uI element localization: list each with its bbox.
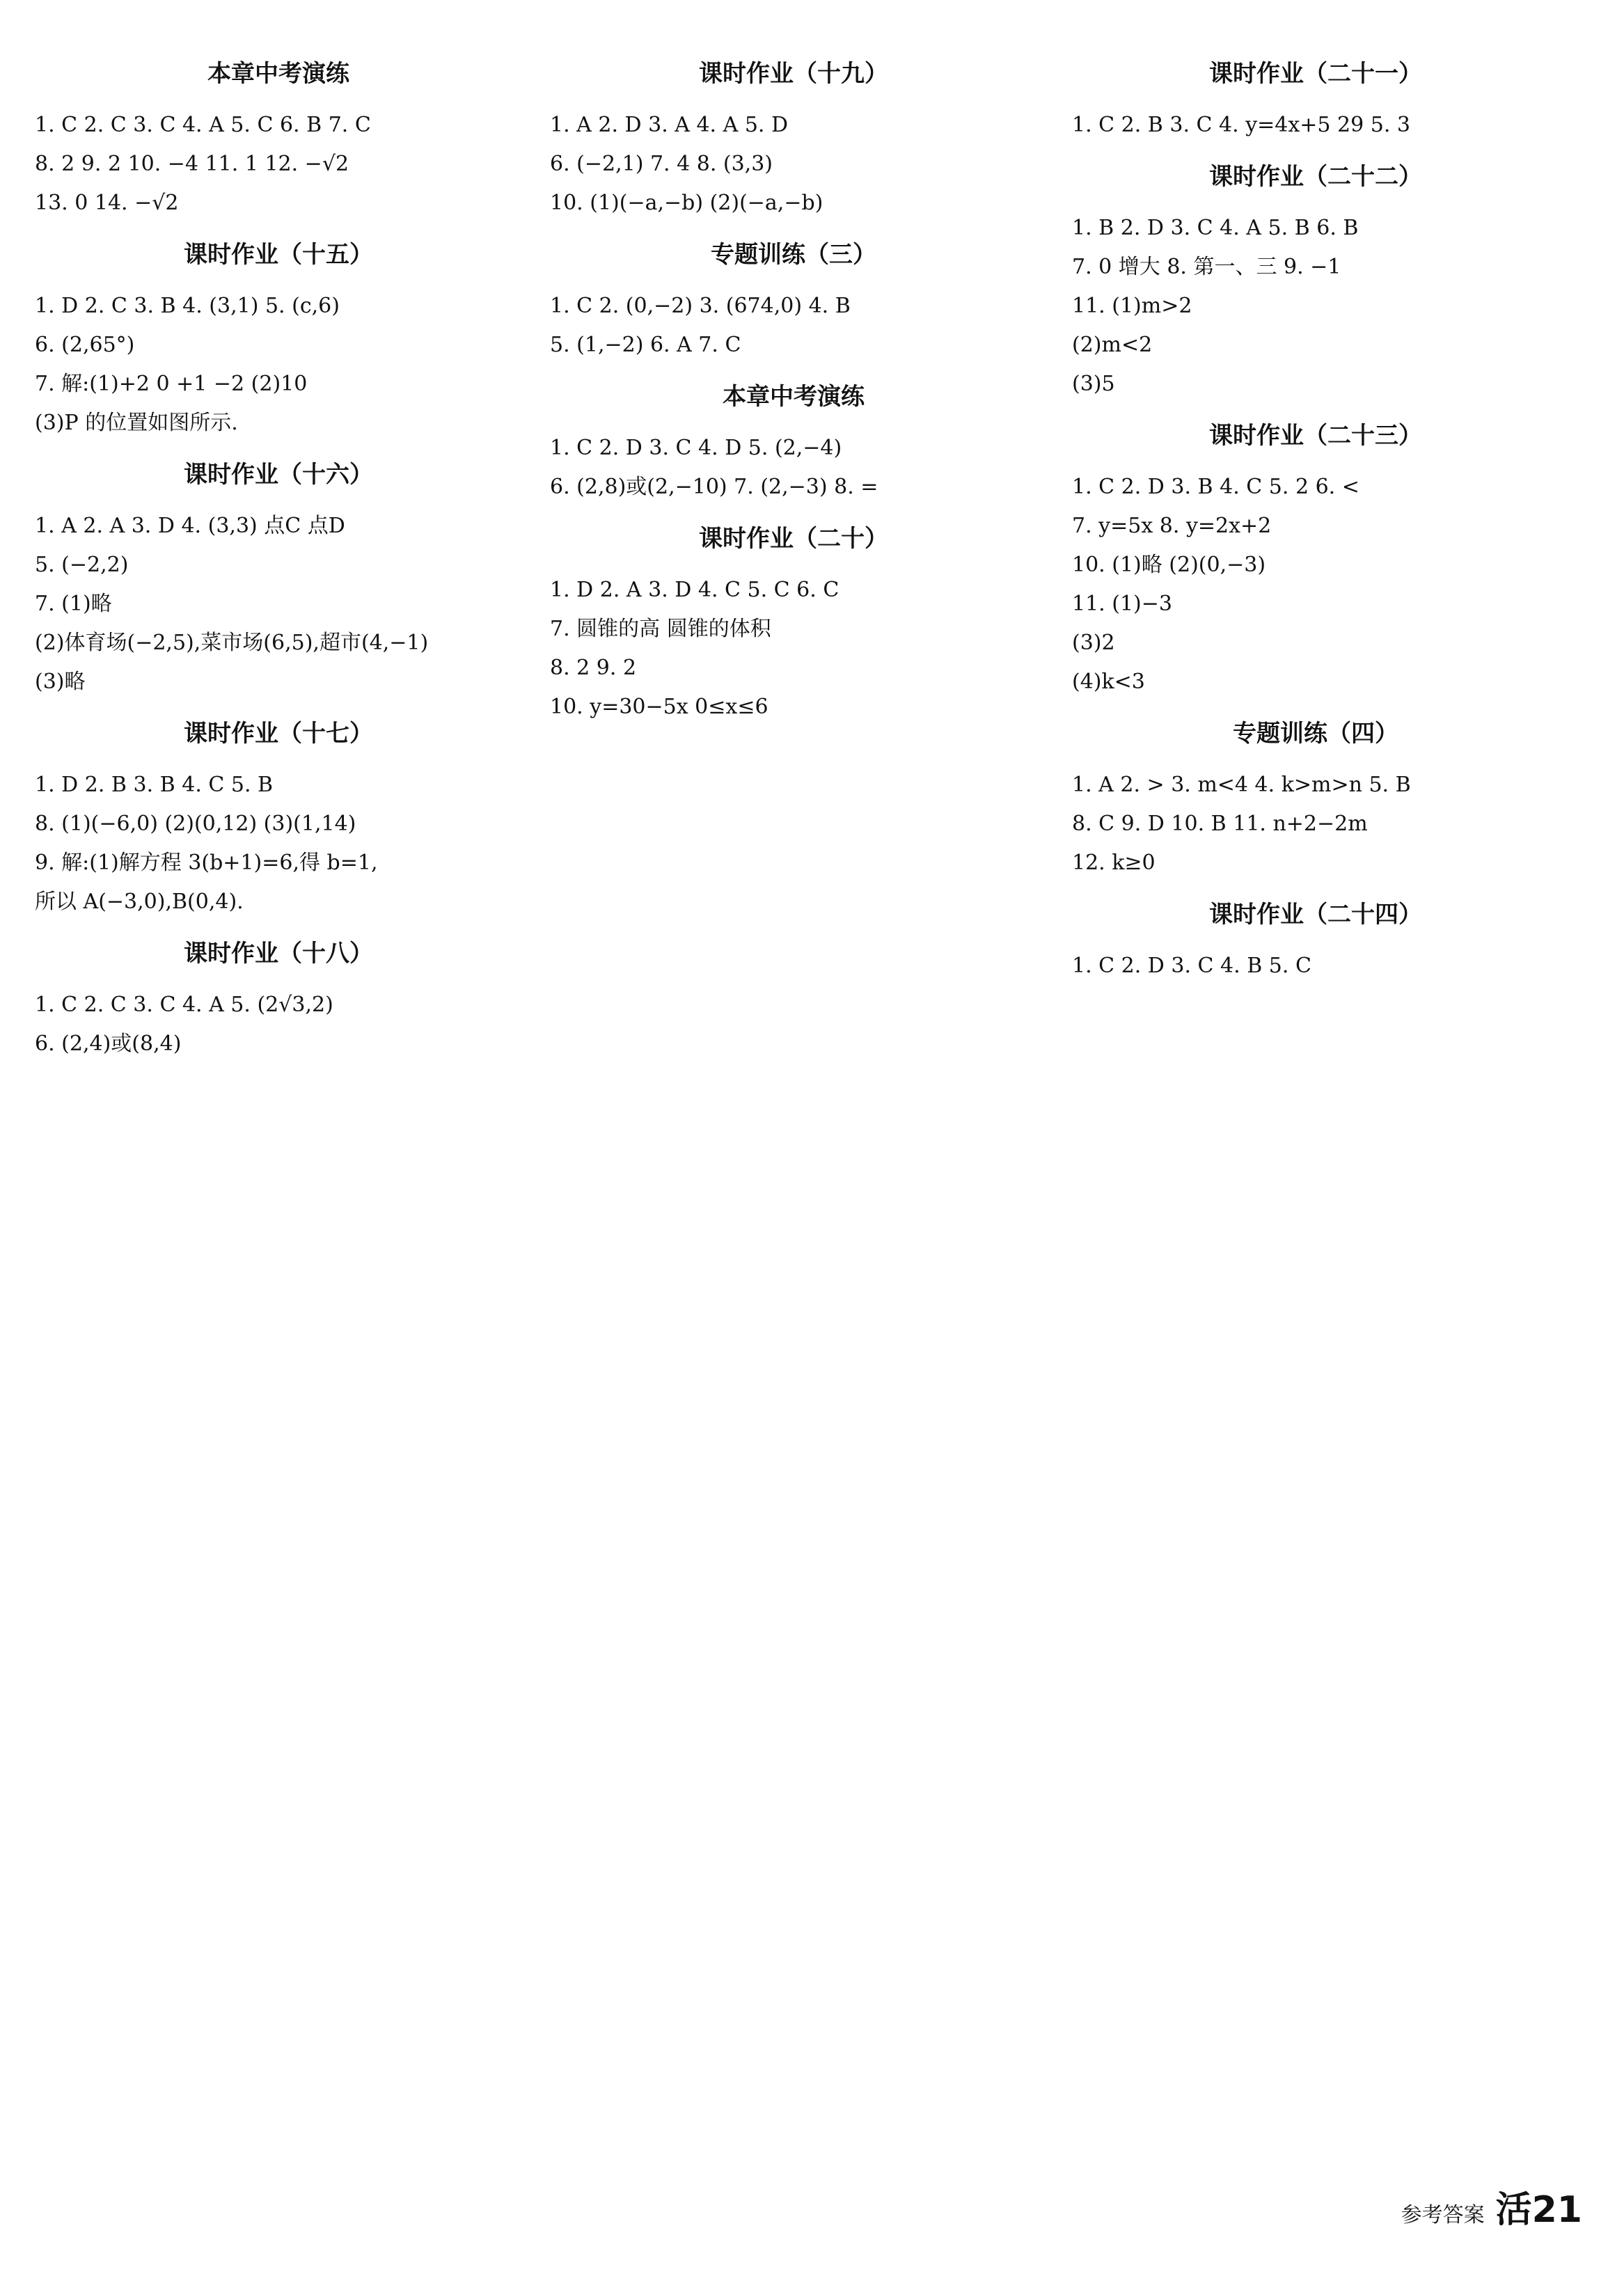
- answer-line: 1. C 2. C 3. C 4. A 5. C 6. B 7. C: [35, 113, 371, 137]
- answer-line: (3)2: [1072, 631, 1115, 655]
- answer-line: 1. D 2. A 3. D 4. C 5. C 6. C: [550, 578, 839, 602]
- answer-line: 12. k≥0: [1072, 851, 1156, 875]
- answer-line: 1. A 2. A 3. D 4. (3,3) 点C 点D: [35, 514, 345, 538]
- answer-line: 1. A 2. > 3. m<4 4. k>m>n 5. B: [1072, 773, 1411, 797]
- answer-line: 1. C 2. C 3. C 4. A 5. (2√3,2): [35, 993, 333, 1017]
- answer-line: 9. 解:(1)解方程 3(b+1)=6,得 b=1,: [35, 851, 378, 875]
- answer-line: 1. D 2. B 3. B 4. C 5. B: [35, 773, 274, 797]
- answer-line: 6. (2,4)或(8,4): [35, 1032, 182, 1056]
- answer-line: (3)略: [35, 670, 86, 694]
- answer-line: (4)k<3: [1072, 670, 1145, 694]
- section-heading: 课时作业（二十四）: [1209, 901, 1422, 929]
- answer-line: 6. (−2,1) 7. 4 8. (3,3): [550, 152, 773, 176]
- answer-line: (3)P 的位置如图所示.: [35, 411, 238, 435]
- section-heading: 课时作业（十七）: [184, 720, 373, 748]
- answer-line: 5. (−2,2): [35, 553, 129, 577]
- answer-line: 7. 0 增大 8. 第一、三 9. −1: [1072, 255, 1341, 279]
- answer-line: 1. C 2. (0,−2) 3. (674,0) 4. B: [550, 294, 851, 318]
- answer-line: 1. C 2. D 3. C 4. B 5. C: [1072, 954, 1311, 978]
- section-heading: 课时作业（二十三）: [1209, 422, 1422, 450]
- answer-line: 11. (1)m>2: [1072, 294, 1192, 318]
- answer-line: 13. 0 14. −√2: [35, 191, 179, 215]
- answer-line: 10. y=30−5x 0≤x≤6: [550, 695, 768, 719]
- section-heading: 课时作业（二十）: [699, 525, 888, 553]
- section-heading: 课时作业（二十一）: [1209, 60, 1422, 88]
- answer-line: 所以 A(−3,0),B(0,4).: [35, 890, 244, 914]
- column-1: [35, 42, 522, 1064]
- answer-line: 10. (1)略 (2)(0,−3): [1072, 553, 1266, 577]
- answer-line: 8. 2 9. 2: [550, 656, 637, 680]
- section-heading: 课时作业（十八）: [184, 940, 373, 968]
- column-2: [550, 42, 1037, 727]
- section-heading: 本章中考演练: [723, 383, 865, 411]
- answer-line: 10. (1)(−a,−b) (2)(−a,−b): [550, 191, 823, 215]
- section-heading: 课时作业（十九）: [699, 60, 888, 88]
- section-heading: 专题训练（四）: [1233, 720, 1398, 748]
- answer-line: 8. (1)(−6,0) (2)(0,12) (3)(1,14): [35, 812, 356, 836]
- answer-line: (2)体育场(−2,5),菜市场(6,5),超市(4,−1): [35, 631, 429, 655]
- footer-label: 参考答案: [1401, 2203, 1485, 2227]
- answer-line: (3)5: [1072, 372, 1115, 396]
- answer-line: 6. (2,8)或(2,−10) 7. (2,−3) 8. =: [550, 475, 878, 499]
- section-heading: 课时作业（十六）: [184, 461, 373, 489]
- section-heading: 课时作业（十五）: [184, 241, 373, 269]
- answer-line: 7. y=5x 8. y=2x+2: [1072, 514, 1272, 538]
- answer-line: 11. (1)−3: [1072, 592, 1172, 616]
- answer-line: 7. 圆锥的高 圆锥的体积: [550, 617, 771, 641]
- answer-line: 6. (2,65°): [35, 333, 135, 357]
- column-3: [1072, 42, 1559, 986]
- answer-line: 7. 解:(1)+2 0 +1 −2 (2)10: [35, 372, 308, 396]
- answer-line: 1. B 2. D 3. C 4. A 5. B 6. B: [1072, 216, 1359, 240]
- page-footer: [1401, 2180, 1582, 2232]
- section-heading: 专题训练（三）: [711, 241, 876, 269]
- answer-line: 1. C 2. D 3. B 4. C 5. 2 6. <: [1072, 475, 1359, 499]
- answer-line: 7. (1)略: [35, 592, 112, 616]
- section-heading: 本章中考演练: [207, 60, 349, 88]
- answer-line: 1. C 2. B 3. C 4. y=4x+5 29 5. 3: [1072, 113, 1411, 137]
- answer-line: 1. D 2. C 3. B 4. (3,1) 5. (c,6): [35, 294, 340, 318]
- page-number: 活21: [1495, 2189, 1582, 2231]
- answer-line: 5. (1,−2) 6. A 7. C: [550, 333, 741, 357]
- answer-line: (2)m<2: [1072, 333, 1153, 357]
- answer-line: 8. C 9. D 10. B 11. n+2−2m: [1072, 812, 1368, 836]
- section-heading: 课时作业（二十二）: [1209, 163, 1422, 191]
- answer-line: 1. C 2. D 3. C 4. D 5. (2,−4): [550, 436, 842, 460]
- answer-line: 1. A 2. D 3. A 4. A 5. D: [550, 113, 789, 137]
- answer-line: 8. 2 9. 2 10. −4 11. 1 12. −√2: [35, 152, 349, 176]
